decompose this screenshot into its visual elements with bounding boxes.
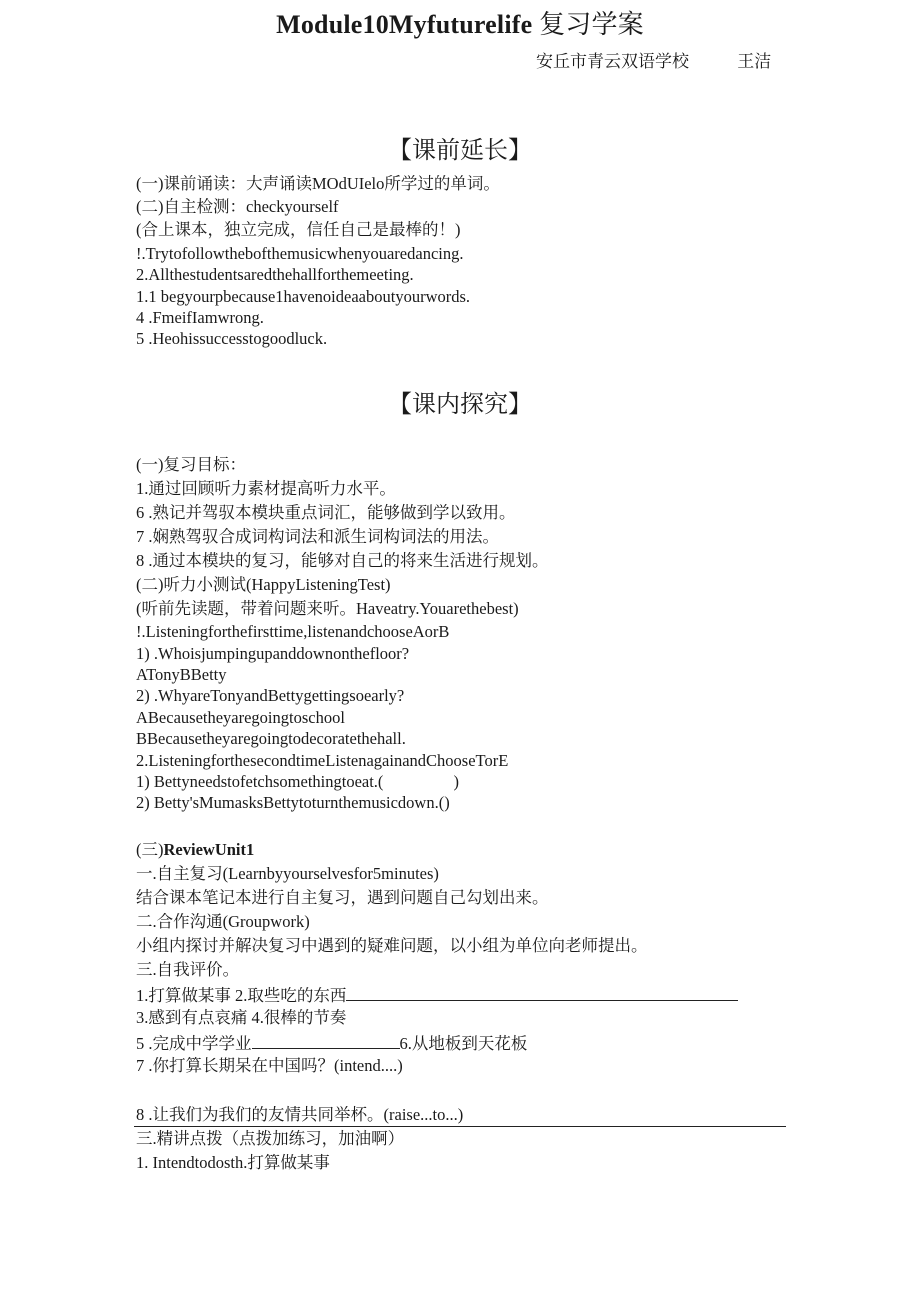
true-false-item-text: 1) Bettyneedstofetchsomethingtoeat.(: [136, 772, 384, 791]
exercise-item-text: 6.从地板到天花板: [399, 1034, 528, 1053]
author-line: [536, 47, 771, 72]
pre-line: !.Trytofollowthebofthemusicwhenyouaredancing.: [136, 244, 464, 263]
tip-heading: 三.精讲点拨（点拨加练习，加油啊）: [136, 1129, 405, 1148]
page-title: [0, 4, 920, 41]
answer-rule[interactable]: [134, 1126, 786, 1127]
pre-line: 5 .Heohissuccesstogoodluck.: [136, 329, 328, 348]
listening-line: (听前先读题，带着问题来听。Haveatry.Youarethebest): [136, 599, 519, 618]
review-heading: [136, 840, 254, 860]
listening-line: (二)听力小测试(HappyListeningTest): [136, 575, 391, 594]
listening-line: 2.ListeningforthesecondtimeListenagainandChooseTorE: [136, 751, 509, 770]
tip-line: 1. Intendtodosth.打算做某事: [136, 1153, 330, 1172]
review-line: 二.合作沟通(Groupwork): [136, 912, 310, 931]
listening-line: BBecausetheyaregoingtodecoratethehall.: [136, 729, 406, 748]
listening-line: 2) .WhyareTonyandBettygettingsoearly?: [136, 686, 405, 705]
exercise-item: 3.感到有点哀痛 4.很棒的节奏: [136, 1008, 347, 1027]
review-title: ReviewUnit1: [163, 840, 255, 859]
listening-line: ABecausetheyaregoingtoschool: [136, 708, 345, 727]
school-name: 安丘市青云双语学校: [536, 52, 689, 71]
goal-line: 6 .熟记并驾驭本模块重点词汇，能够做到学以致用。: [136, 503, 516, 522]
review-line: 三.自我评价。: [136, 960, 240, 979]
pre-line: 1.1 begyourpbecause1havenoideaaboutyourwords.: [136, 287, 471, 306]
listening-line: 1) .Whoisjumpingupanddownonthefloor?: [136, 644, 410, 663]
exercise-item-text: 1.打算做某事 2.取些吃的东西: [136, 986, 347, 1005]
section-heading-in-class: 【课内探究】: [388, 392, 532, 418]
exercise-item: 7 .你打算长期呆在中国吗？(intend....): [136, 1056, 403, 1075]
review-prefix: (三): [136, 840, 164, 859]
goal-line: 8 .通过本模块的复习，能够对自己的将来生活进行规划。: [136, 551, 549, 570]
exercise-item-text: 5 .完成中学学业: [136, 1034, 252, 1053]
listening-line: !.Listeningforthefirsttime,listenandchooseAorB: [136, 622, 450, 641]
exercise-item: [136, 984, 738, 1006]
true-false-item: 2) Betty'sMumasksBettytoturnthemusicdown.(): [136, 793, 450, 812]
goal-line: (一)复习目标：: [136, 455, 246, 474]
pre-line: (二)自主检测：checkyourself: [136, 197, 339, 216]
answer-blank[interactable]: [346, 984, 738, 1001]
pre-line: 4 .FmeifIamwrong.: [136, 308, 264, 327]
pre-line: (一)课前诵读：大声诵读MOdUIelo所学过的单词。: [136, 174, 500, 193]
true-false-item: [136, 772, 459, 792]
pre-line: 2.Allthestudentsaredthehallforthemeeting.: [136, 265, 414, 284]
pre-line: (合上课本，独立完成，信任自己是最棒的！): [136, 220, 461, 239]
goal-line: 1.通过回顾听力素材提高听力水平。: [136, 479, 396, 498]
title-chinese: 复习学案: [539, 10, 644, 39]
answer-blank[interactable]: [252, 1032, 400, 1049]
true-false-item-close: ): [453, 772, 459, 791]
title-english: Module10Myfuturelife: [276, 10, 533, 39]
exercise-item: [136, 1032, 527, 1054]
goal-line: 7 .娴熟驾驭合成词构词法和派生词构词法的用法。: [136, 527, 499, 546]
exercise-item: 8 .让我们为我们的友情共同举杯。(raise...to...): [136, 1105, 464, 1124]
teacher-name: 王洁: [737, 52, 772, 71]
review-line: 一.自主复习(Learnbyyourselvesfor5minutes): [136, 864, 439, 883]
listening-line: ATonyBBetty: [136, 665, 227, 684]
review-line: 小组内探讨并解决复习中遇到的疑难问题，以小组为单位向老师提出。: [136, 936, 648, 955]
review-line: 结合课本笔记本进行自主复习，遇到问题自己勾划出来。: [136, 888, 549, 907]
section-heading-pre-class: 【课前延长】: [388, 138, 532, 164]
